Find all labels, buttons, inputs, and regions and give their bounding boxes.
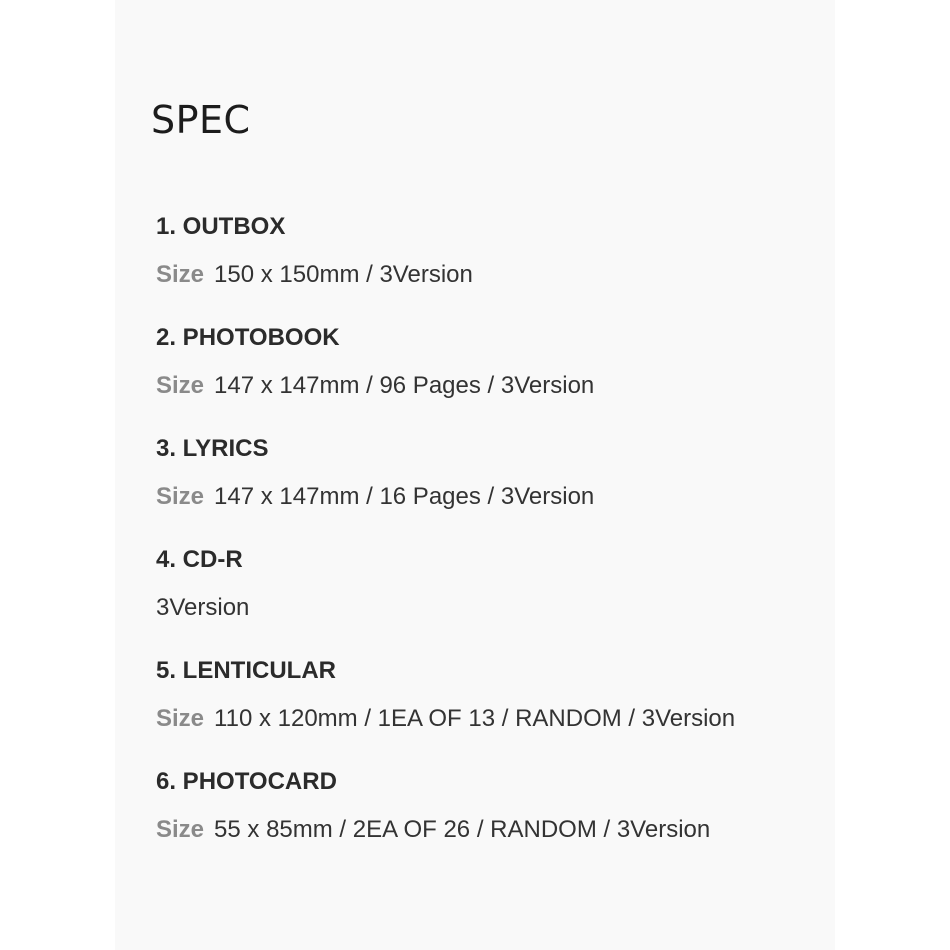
spec-item-title: 6. PHOTOCARD — [156, 768, 337, 795]
spec-item-lyrics — [156, 429, 816, 540]
spec-item-value: 3Version — [156, 594, 250, 621]
spec-item-photobook — [156, 318, 816, 429]
spec-item-detail — [156, 255, 816, 295]
spec-item-detail — [156, 699, 816, 739]
spec-item-value: 147 x 147mm / 16 Pages / 3Version — [214, 483, 595, 510]
spec-panel — [115, 0, 835, 950]
spec-item-label: Size — [156, 483, 205, 510]
spec-item-photocard — [156, 762, 816, 873]
spec-item-label: Size — [156, 261, 205, 288]
spec-item-label: Size — [156, 705, 205, 732]
spec-item-lenticular — [156, 651, 816, 762]
page-title: SPEC — [151, 98, 251, 142]
spec-item-title: 3. LYRICS — [156, 435, 269, 462]
spec-item-title: 5. LENTICULAR — [156, 657, 336, 684]
spec-item-detail — [156, 477, 816, 517]
spec-item-title: 4. CD-R — [156, 546, 243, 573]
spec-item-title: 1. OUTBOX — [156, 213, 286, 240]
spec-item-outbox — [156, 207, 816, 318]
spec-item-value: 55 x 85mm / 2EA OF 26 / RANDOM / 3Version — [214, 816, 711, 843]
spec-list — [156, 207, 816, 873]
spec-item-title: 2. PHOTOBOOK — [156, 324, 340, 351]
spec-item-detail — [156, 810, 816, 850]
spec-item-value: 150 x 150mm / 3Version — [214, 261, 473, 288]
spec-item-label: Size — [156, 372, 205, 399]
spec-item-value: 110 x 120mm / 1EA OF 13 / RANDOM / 3Version — [214, 705, 736, 732]
spec-item-label: Size — [156, 816, 205, 843]
spec-item-value: 147 x 147mm / 96 Pages / 3Version — [214, 372, 595, 399]
spec-item-detail — [156, 588, 816, 628]
spec-item-cd-r — [156, 540, 816, 651]
spec-item-detail — [156, 366, 816, 406]
